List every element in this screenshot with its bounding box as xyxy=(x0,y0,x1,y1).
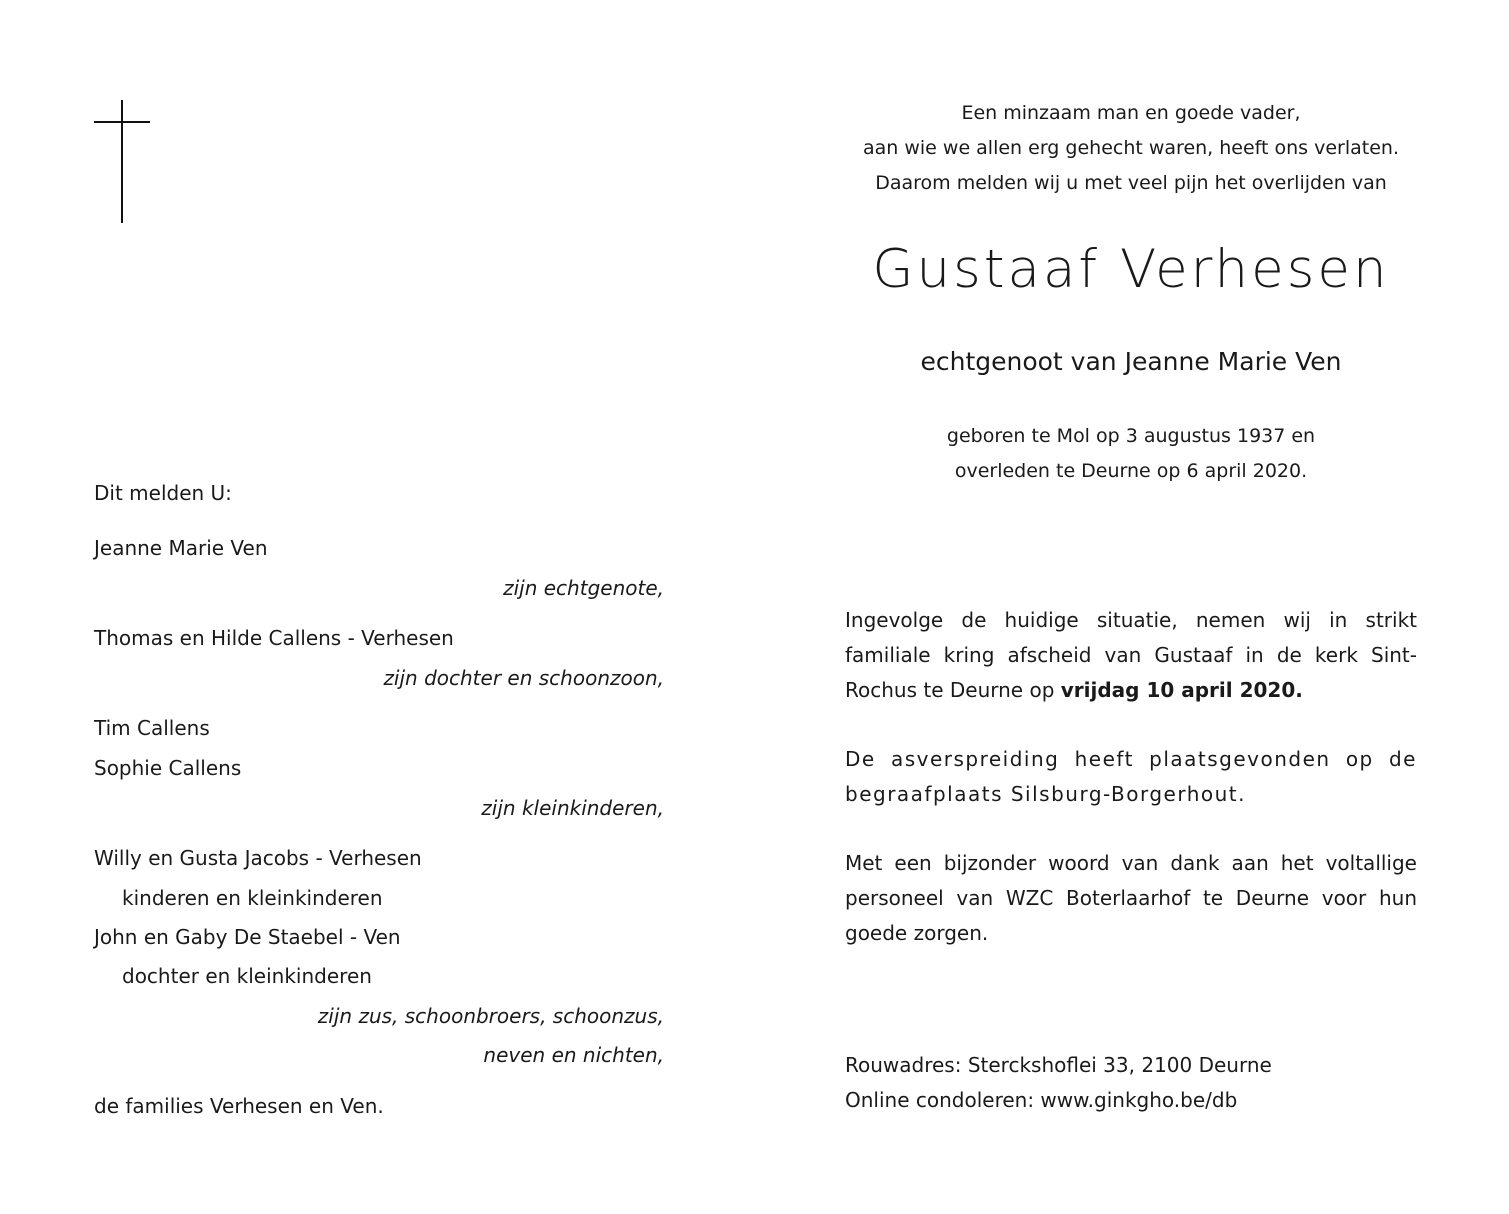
farewell-text: Ingevolge de huidige situatie, nemen wij in strikt familiale kring afscheid van Gustaaf in de kerk Sint-Rochus te Deurne op xyxy=(845,608,1417,702)
spouse-line: echtgenoot van Jeanne Marie Ven xyxy=(920,347,1342,376)
intro-line: Een minzaam man en goede vader, xyxy=(961,102,1301,124)
intro-text xyxy=(845,96,1417,201)
farewell-date: vrijdag 10 april 2020. xyxy=(1060,678,1303,702)
announcer-grandchild: Tim Callens xyxy=(94,716,210,740)
relation-siblings: zijn zus, schoonbroers, schoonzus, xyxy=(317,1004,664,1028)
death-line: overleden te Deurne op 6 april 2020. xyxy=(954,460,1308,482)
announcers-heading: Dit melden U: xyxy=(94,481,232,505)
mourning-address: Rouwadres: Sterckshoflei 33, 2100 Deurne xyxy=(845,1053,1272,1077)
online-condolences: Online condoleren: www.ginkgho.be/db xyxy=(845,1088,1238,1112)
relation-spouse: zijn echtgenote, xyxy=(503,576,664,600)
announcer-sibling: John en Gaby De Staebel - Ven xyxy=(94,925,401,949)
announcer-sibling-sub: kinderen en kleinkinderen xyxy=(122,886,383,910)
relation-children: zijn dochter en schoonzoon, xyxy=(383,666,664,690)
life-dates xyxy=(845,419,1417,489)
announcer-families: de families Verhesen en Ven. xyxy=(94,1094,384,1118)
ash-scattering-paragraph: De asverspreiding heeft plaatsgevonden op de begraafplaats Silsburg-Borgerhout. xyxy=(845,747,1417,806)
intro-line: aan wie we allen erg gehecht waren, heeft ons verlaten. xyxy=(862,137,1400,159)
deceased-name: Gustaaf Verhesen xyxy=(872,239,1390,300)
announcer-children: Thomas en Hilde Callens - Verhesen xyxy=(94,626,454,650)
cross-vertical-bar xyxy=(121,100,123,223)
farewell-paragraph xyxy=(845,603,1417,708)
intro-line: Daarom melden wij u met veel pijn het overlijden van xyxy=(875,172,1387,194)
thanks-paragraph: Met een bijzonder woord van dank aan het voltallige personeel van WZC Boterlaarhof te Deurne voor hun goede zorgen. xyxy=(845,851,1417,945)
announcer-spouse: Jeanne Marie Ven xyxy=(94,536,268,560)
relation-nephews: neven en nichten, xyxy=(483,1043,664,1067)
birth-line: geboren te Mol op 3 augustus 1937 en xyxy=(946,425,1316,447)
announcer-grandchild: Sophie Callens xyxy=(94,756,242,780)
announcer-sibling: Willy en Gusta Jacobs - Verhesen xyxy=(94,846,422,870)
relation-grandchildren: zijn kleinkinderen, xyxy=(481,796,664,820)
announcer-sibling-sub: dochter en kleinkinderen xyxy=(122,964,372,988)
cross-horizontal-bar xyxy=(94,121,150,123)
